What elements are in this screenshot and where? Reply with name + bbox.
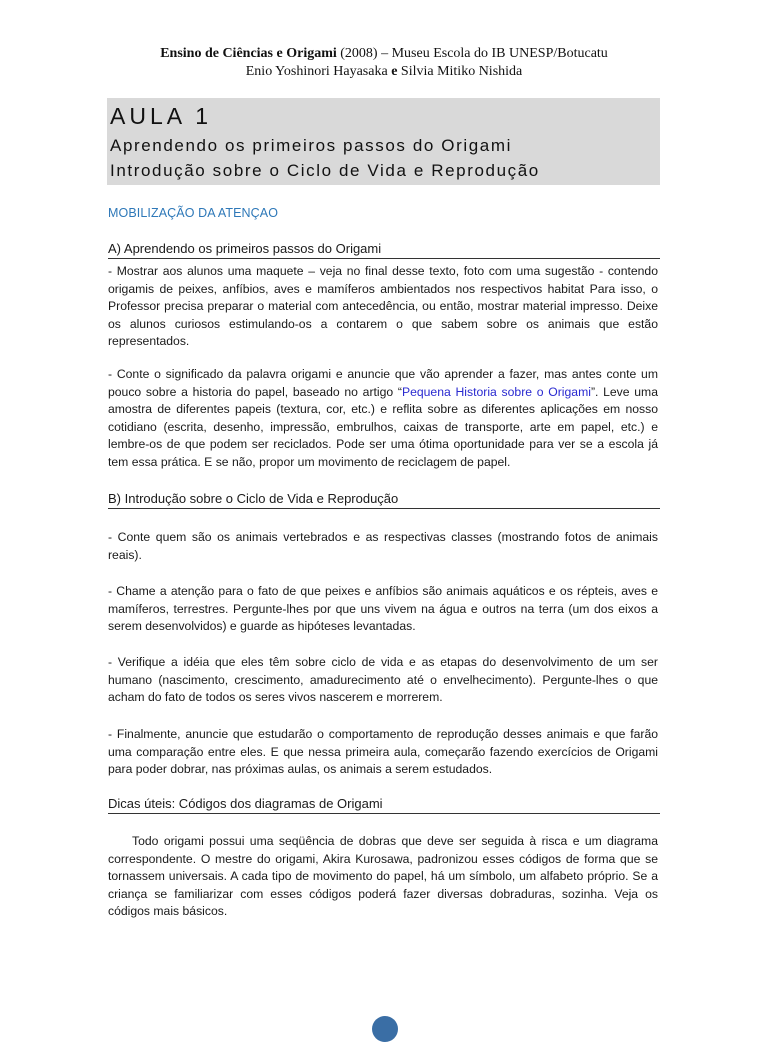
header-bold-title: Ensino de Ciências e Origami bbox=[160, 46, 337, 61]
section-a-paragraph-1: - Mostrar aos alunos uma maquete – veja no final desse texto, foto com uma sugestão - contendo origamis de peixes, anfíbios, aves e mamíferos ambientados nos respectivos habitat Para isso, o Professor precisa preparar o material com antecedência, ou então, mostrar material impresso. Deixe os alunos curiosos estimulando-os a contarem o que sabem sobre os animais que estão representados. bbox=[108, 264, 658, 349]
section-a-paragraph-2 bbox=[108, 366, 658, 472]
section-b-heading: B) Introdução sobre o Ciclo de Vida e Reprodução bbox=[108, 490, 660, 509]
header-rest: (2008) – Museu Escola do IB UNESP/Botucatu bbox=[336, 46, 608, 61]
section-a-heading: A) Aprendendo os primeiros passos do Origami bbox=[108, 240, 660, 259]
page-marker-icon bbox=[372, 1016, 398, 1042]
origami-history-link[interactable]: Pequena Historia sobre o Origami bbox=[401, 384, 591, 399]
section-b-paragraph-3: - Verifique a idéia que eles têm sobre ciclo de vida e as etapas do desenvolvimento de um ser humano (nascimento, crescimento, amadurecimento até o envelhecimento). Pergunte-lhes o que acham do fato de todos os seres vivos nascerem e morrerem. bbox=[108, 655, 658, 705]
lesson-subtitle-2: Introdução sobre o Ciclo de Vida e Reprodução bbox=[110, 161, 540, 180]
mobilization-heading: MOBILIZAÇÃO DA ATENÇAO bbox=[108, 206, 279, 220]
header-line-1 bbox=[0, 45, 768, 62]
lesson-title: AULA 1 bbox=[110, 103, 212, 129]
title-box bbox=[107, 98, 660, 185]
lesson-subtitle-1: Aprendendo os primeiros passos do Origami bbox=[110, 136, 512, 155]
header-author-2: Silvia Mitiko Nishida bbox=[397, 64, 523, 79]
header-author-1: Enio Yoshinori Hayasaka bbox=[245, 64, 392, 79]
section-b-paragraph-4: - Finalmente, anuncie que estudarão o comportamento de reprodução desses animais e que farão uma comparação entre eles. E que nessa primeira aula, começarão fazendo exercícios de Origami para poder dobrar, nas próximas aulas, os animais a serem estudados. bbox=[108, 727, 658, 777]
header-line-2 bbox=[0, 63, 768, 80]
section-a-p2-end: ”. Leve uma amostra de diferentes papeis (textura, cor, etc.) e reflita sobre as diferentes aplicações em nosso cotidiano (escrita, desenho, impressão, embrulhos, caixas de transporte, arte em papel, etc.) e lembre-os de que podem ser reciclados. Pode ser uma ótima oportunidade para ver se a escola já tem essa prática. E se não, propor um movimento de reciclagem de papel. bbox=[108, 384, 658, 469]
section-b-paragraph-2: - Chame a atenção para o fato de que peixes e anfíbios são animais aquáticos e os répteis, aves e mamíferos, terrestres. Pergunte-lhes por que uns vivem na água e outros na terra (um dos eixos a serem desenvolvidos) e guarde as hipóteses levantadas. bbox=[108, 584, 658, 634]
section-c-paragraph-1: Todo origami possui uma seqüência de dobras que deve ser seguida à risca e um diagrama correspondente. O mestre do origami, Akira Kurosawa, padronizou esses códigos de forma que se tornassem universais. A cada tipo de movimento do papel, há um símbolo, um alfabeto próprio. Se a criança se familiarizar com esses códigos poderá fazer diversas dobraduras, sozinha. Veja os códigos mais básicos. bbox=[108, 834, 658, 919]
section-b-paragraph-1: - Conte quem são os animais vertebrados e as respectivas classes (mostrando fotos de animais reais). bbox=[108, 530, 658, 562]
section-a-p2-start: - Conte o significado da palavra origami e anuncie que vão aprender a fazer, mas antes conte um pouco sobre a historia do papel, baseado no artigo “ bbox=[108, 367, 658, 399]
header-connector: e bbox=[391, 64, 398, 79]
section-c-heading: Dicas úteis: Códigos dos diagramas de Origami bbox=[108, 795, 660, 814]
